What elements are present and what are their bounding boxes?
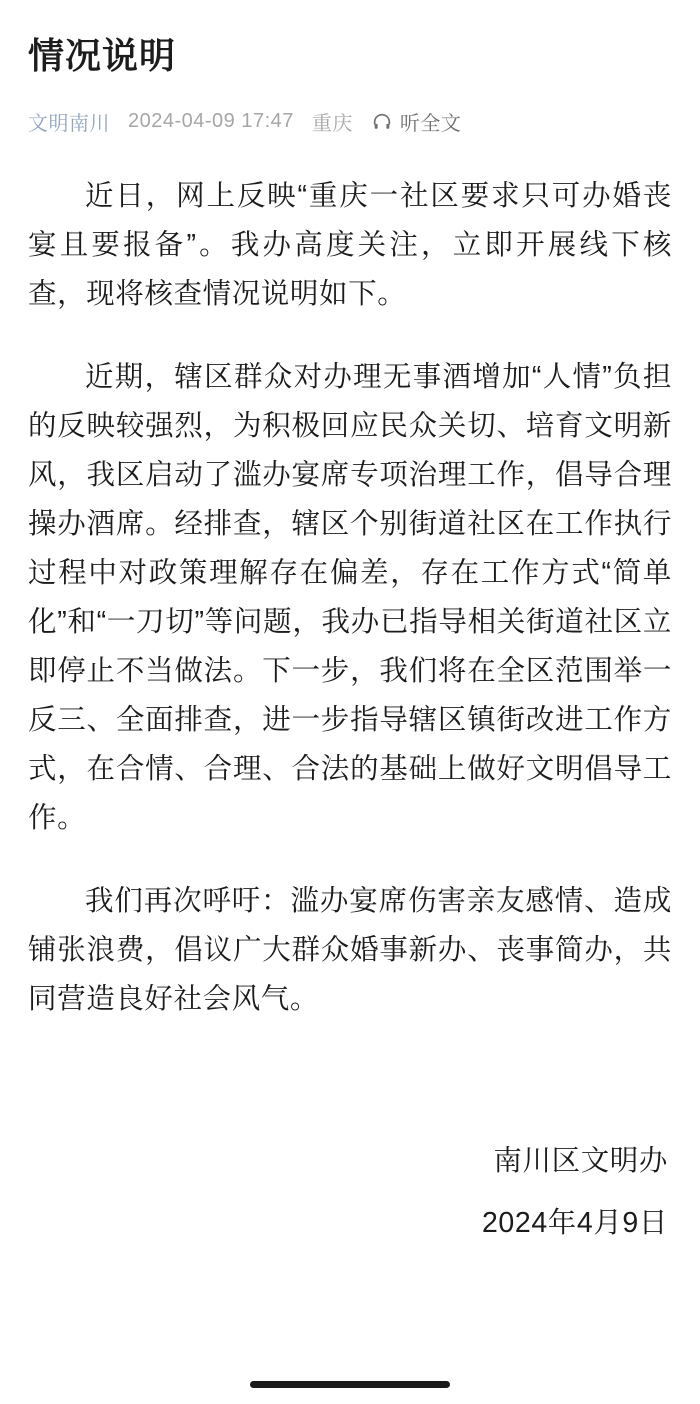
article-body bbox=[28, 172, 672, 1024]
article-paragraph: 近期，辖区群众对办理无事酒增加“人情”负担的反映较强烈，为积极回应民众关切、培育文明新风，我区启动了滥办宴席专项治理工作，倡导合理操办酒席。经排查，辖区个别街道社区在工作执行过程中对政策理解存在偏差，存在工作方式“简单化”和“一刀切”等问题，我办已指导相关街道社区立即停止不当做法。下一步，我们将在全区范围举一反三、全面排查，进一步指导辖区镇街改进工作方式，在合情、合理、合法的基础上做好文明倡导工作。 bbox=[28, 360, 672, 834]
meta-location: 重庆 bbox=[311, 112, 353, 135]
article-paragraph: 近日，网上反映“重庆一社区要求只可办婚丧宴且要报备”。我办高度关注，立即开展线下核查，现将核查情况说明如下。 bbox=[28, 179, 672, 310]
article-signature bbox=[28, 1134, 672, 1250]
article-paragraph: 我们再次呼吁：滥办宴席伤害亲友感情、造成铺张浪费，倡议广大群众婚事新办、丧事简办，共同营造良好社会风气。 bbox=[28, 884, 672, 1015]
signature-org: 南川区文明办 bbox=[493, 1144, 668, 1177]
signature-date: 2024年4月9日 bbox=[481, 1206, 668, 1239]
page-title: 情况说明 bbox=[28, 35, 177, 76]
meta-source[interactable]: 文明南川 bbox=[28, 112, 110, 135]
headphones-icon bbox=[371, 111, 393, 133]
home-indicator[interactable] bbox=[250, 1381, 450, 1388]
listen-full-text-button[interactable] bbox=[371, 107, 462, 136]
listen-label: 听全文 bbox=[399, 112, 462, 135]
meta-datetime: 2024-04-09 17:47 bbox=[128, 109, 294, 132]
article-meta bbox=[28, 107, 672, 136]
